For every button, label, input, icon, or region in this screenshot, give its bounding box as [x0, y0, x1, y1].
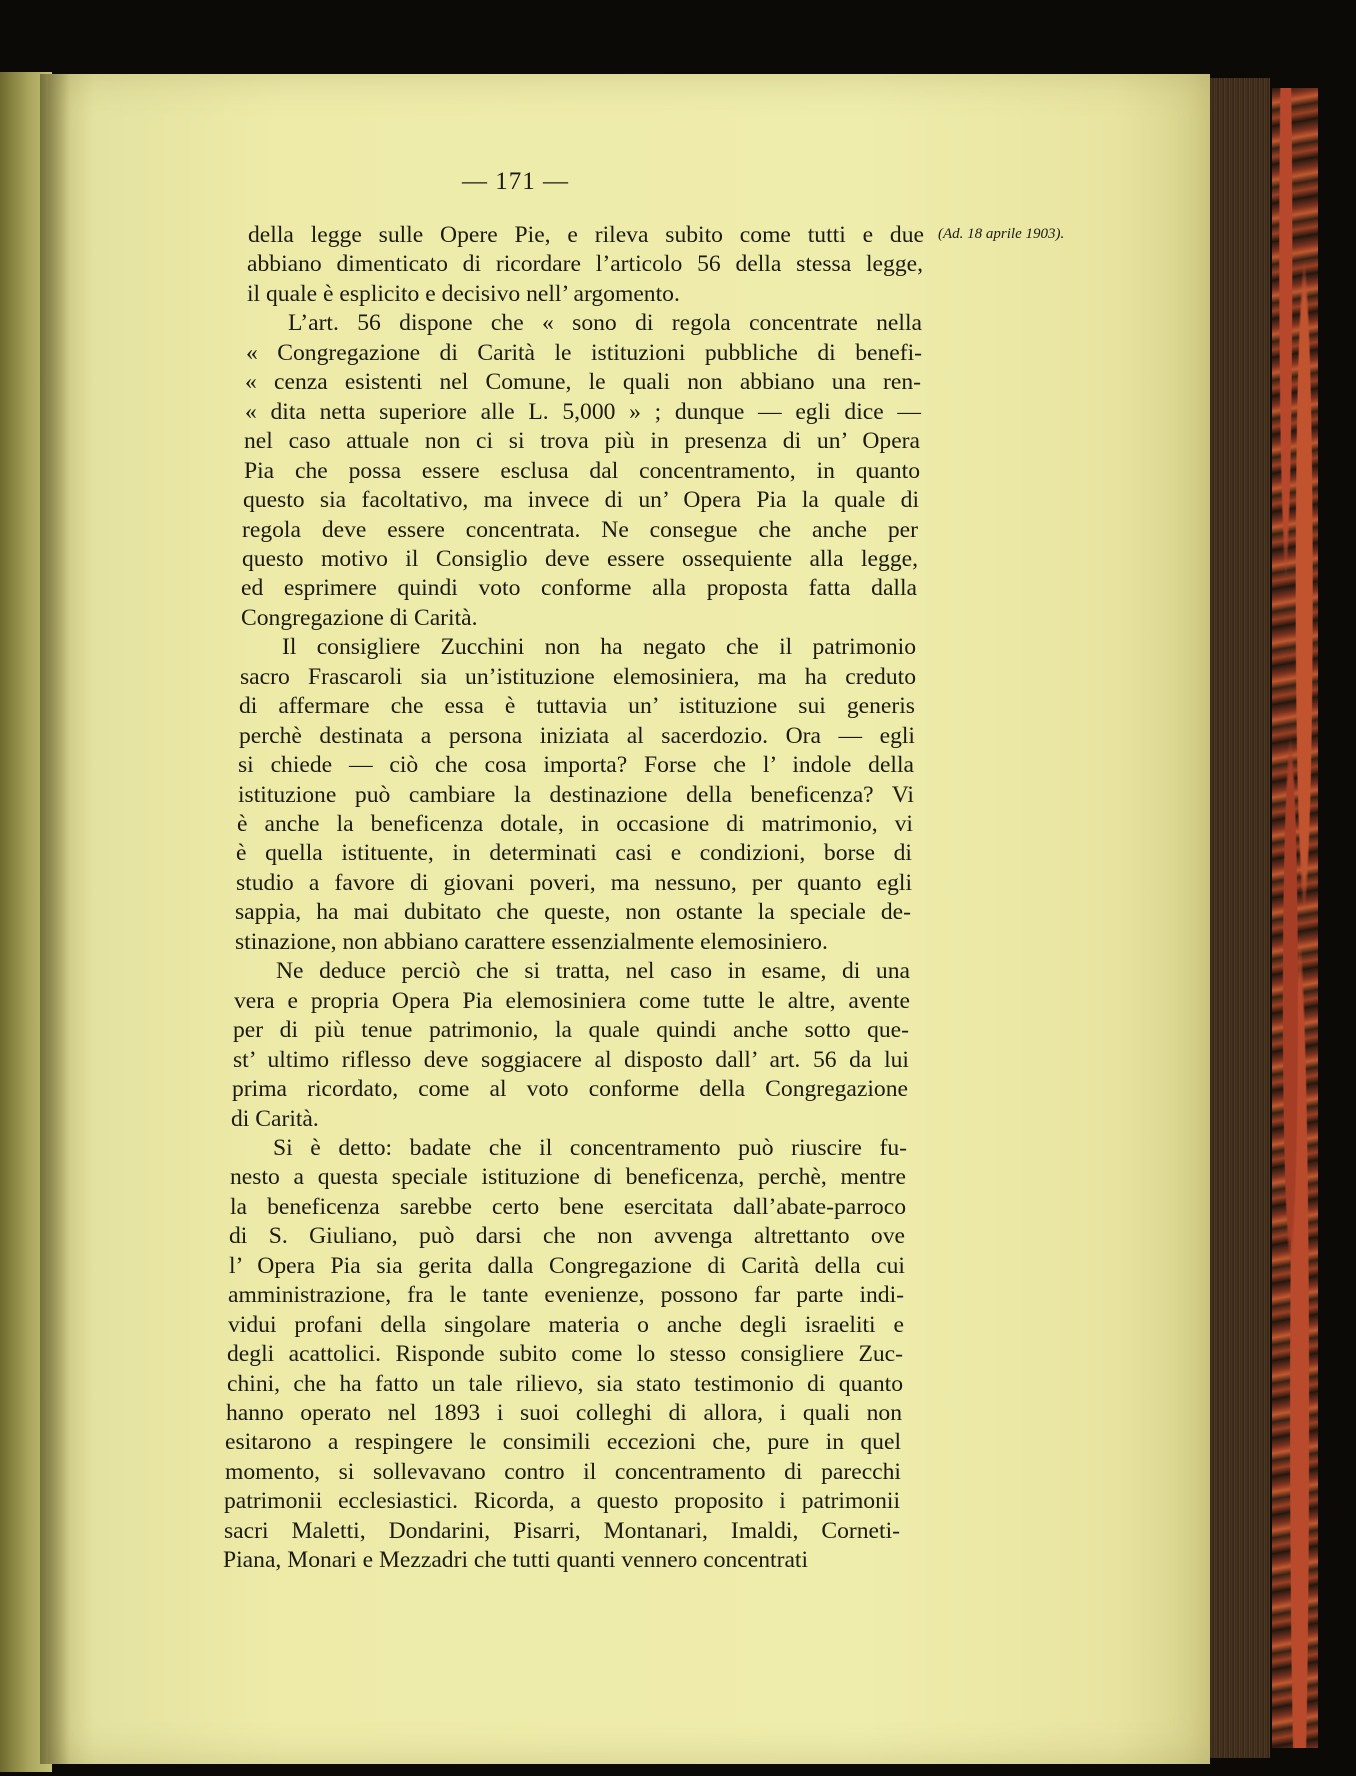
text-line: « dita netta superiore alle L. 5,000 » ; dunque — egli dice — — [245, 398, 921, 425]
text-line: la beneficenza sarebbe certo bene esercitata dall’abate-parroco — [230, 1193, 906, 1220]
text-line: di Carità. — [231, 1105, 319, 1132]
text-line: patrimonii ecclesiastici. Ricorda, a questo proposito i patrimonii — [224, 1488, 900, 1515]
text-line: perchè destinata a persona iniziata al sacerdozio. Ora — egli — [239, 722, 915, 749]
text-line: è anche la beneficenza dotale, in occasione di matrimonio, vi — [237, 811, 913, 837]
margin-note: (Ad. 18 aprile 1903). — [938, 226, 1065, 242]
text-line: di S. Giuliano, può darsi che non avvenga altrettanto ove — [229, 1223, 905, 1250]
text-line: istituzione può cambiare la destinazione della beneficenza? Vi — [238, 781, 914, 808]
text-line: si chiede — ciò che cosa importa? Forse che l’ indole della — [238, 752, 914, 779]
text-line: momento, si sollevavano contro il concentramento di parecchi — [225, 1458, 901, 1485]
text-line: Congregazione di Carità. — [241, 604, 478, 631]
text-line: di affermare che essa è tuttavia un’ istituzione sui generis — [239, 693, 915, 720]
page-number: — 171 — — [462, 168, 569, 195]
text-line: ed esprimere quindi voto conforme alla proposta fatta dalla — [241, 575, 917, 602]
text-line: « cenza esistenti nel Comune, le quali non abbiano una ren- — [245, 369, 921, 396]
text-line: Ne deduce perciò che si tratta, nel caso in esame, di una — [276, 958, 910, 985]
text-line: nel caso attuale non ci si trova più in presenza di un’ Opera — [244, 428, 920, 455]
text-line: st’ ultimo riflesso deve soggiacere al disposto dall’ art. 56 da lui — [233, 1046, 909, 1073]
text-line: regola deve essere concentrata. Ne consegue che anche per — [242, 516, 918, 543]
text-line: degli acattolici. Risponde subito come lo stesso consigliere Zuc- — [227, 1341, 903, 1368]
text-line: il quale è esplicito e decisivo nell’ argomento. — [247, 280, 680, 307]
text-line: Piana, Monari e Mezzadri che tutti quanti vennero concentrati — [223, 1547, 809, 1574]
text-line: vera e propria Opera Pia elemosiniera come tutte le altre, avente — [234, 987, 910, 1014]
text-line: stinazione, non abbiano carattere essenzialmente elemosiniero. — [235, 928, 828, 955]
text-line: sappia, ha mai dubitato che queste, non ostante la speciale de- — [235, 899, 911, 926]
text-line: L’art. 56 dispone che « sono di regola concentrate nella — [288, 310, 922, 337]
text-line: questo motivo il Consiglio deve essere ossequiente alla legge, — [242, 545, 918, 572]
text-line: hanno operato nel 1893 i suoi colleghi di allora, i quali non — [226, 1400, 902, 1426]
text-line: è quella istituente, in determinati casi e condizioni, borse di — [236, 840, 912, 867]
text-line: nesto a questa speciale istituzione di beneficenza, perchè, mentre — [230, 1164, 906, 1191]
text-line: prima ricordato, come al voto conforme della Congregazione — [232, 1076, 908, 1103]
text-line: studio a favore di giovani poveri, ma nessuno, per quanto egli — [236, 869, 912, 896]
text-line: sacri Maletti, Dondarini, Pisarri, Montanari, Imaldi, Corneti- — [224, 1517, 900, 1544]
text-line: chini, che ha fatto un tale rilievo, sia stato testimonio di quanto — [227, 1370, 903, 1397]
text-line: abbiano dimenticato di ricordare l’articolo 56 della stessa legge, — [247, 251, 923, 278]
text-line: per di più tenue patrimonio, la quale quindi anche sotto que- — [233, 1017, 909, 1044]
text-line: vidui profani della singolare materia o anche degli israeliti e — [228, 1311, 904, 1338]
text-line: sacro Frascaroli sia un’istituzione elemosiniera, ma ha creduto — [240, 663, 916, 690]
text-line: Si è detto: badate che il concentramento può riuscire fu- — [273, 1134, 907, 1161]
text-line: della legge sulle Opere Pie, e rileva subito come tutti e due — [248, 222, 924, 248]
text-line: « Congregazione di Carità le istituzioni pubbliche di benefi- — [246, 339, 922, 366]
text-line: Pia che possa essere esclusa dal concentramento, in quanto — [244, 457, 920, 484]
text-line: amministrazione, fra le tante evenienze, possono far parte indi- — [228, 1282, 904, 1309]
text-line: Il consigliere Zucchini non ha negato che il patrimonio — [282, 634, 916, 661]
text-line: questo sia facoltativo, ma invece di un’ Opera Pia la quale di — [243, 487, 919, 514]
text-line: esitarono a respingere le consimili eccezioni che, pure in quel — [225, 1429, 901, 1456]
text-line: l’ Opera Pia sia gerita dalla Congregazione di Carità della cui — [229, 1252, 905, 1279]
